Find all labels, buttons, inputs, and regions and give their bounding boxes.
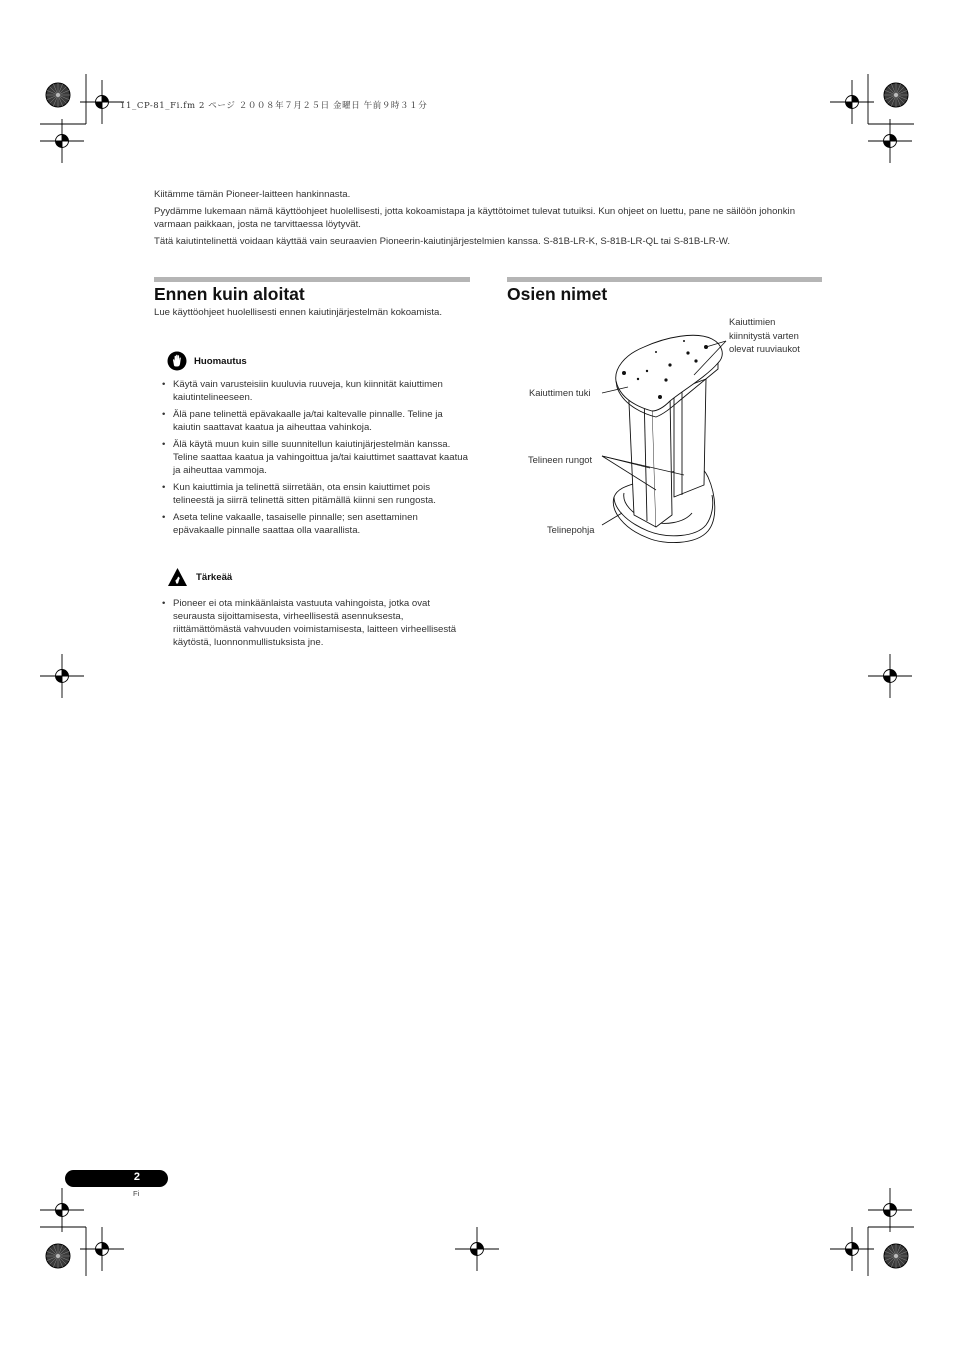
file-header: 11_CP-81_Fi.fm 2 ページ ２００８年７月２５日 金曜日 午前９時３１分 bbox=[120, 101, 428, 111]
important-heading-text: Tärkeää bbox=[196, 571, 233, 583]
label-mounting-holes-line-3: olevat ruuviaukot bbox=[729, 343, 800, 354]
section-rule-right bbox=[507, 277, 822, 282]
caution-item: • Älä käytä muun kuin sille suunnitellun kaiutinjärjestelmän kanssa. Teline saattaa kaatua ja vahingoittua ja/tai kaiuttimet saattavat kaatua ja aiheuttaa vammoja. bbox=[154, 438, 470, 477]
caution-list bbox=[154, 378, 470, 541]
intro-paragraph-2: Pyydämme lukemaan nämä käyttöohjeet huolellisesti, jotta kokoamistapa ja käyttötoimet tulevat tutuiksi. Kun ohjeet on luettu, pane ne säilöön johonkin varmaan paikkaan, josta ne tarvittaessa löytyvät. bbox=[154, 206, 796, 230]
callout-lines bbox=[600, 325, 730, 555]
page-number: 2 bbox=[133, 1171, 140, 1183]
intro-paragraph-3: Tätä kaiutintelinettä voidaan käyttää vain seuraavien Pioneerin-kaiutinjärjestelmien kanssa. S-81B-LR-K, S-81B-LR-QL tai S-81B-LR-W. bbox=[154, 236, 731, 247]
caution-heading bbox=[167, 351, 247, 371]
caution-item: • Aseta teline vakaalle, tasaiselle pinnalle; sen asettaminen epävakaalle pinnalle saattaa olla vaarallista. bbox=[154, 511, 470, 537]
section-lead-text: Lue käyttöohjeet huolellisesti ennen kaiutinjärjestelmän kokoamista. bbox=[154, 307, 442, 318]
label-speaker-support: Kaiuttimen tuki bbox=[529, 387, 591, 398]
label-stand-frames: Telineen rungot bbox=[528, 454, 593, 465]
warning-triangle-icon bbox=[167, 567, 188, 587]
label-stand-base: Telinepohja bbox=[547, 524, 595, 535]
intro-paragraph-1: Kiitämme tämän Pioneer-laitteen hankinnasta. bbox=[154, 189, 351, 200]
important-heading bbox=[167, 567, 232, 587]
label-mounting-holes-line-1: Kaiuttimien bbox=[729, 316, 776, 327]
section-rule-left bbox=[154, 277, 470, 282]
hand-stop-icon bbox=[167, 351, 187, 371]
caution-item: • Älä pane telinettä epävakaalle ja/tai kaltevalle pinnalle. Teline ja kaiutin saattavat kaatua ja aiheuttaa vahinkoja. bbox=[154, 408, 470, 434]
language-code: Fi bbox=[133, 1189, 140, 1198]
label-mounting-holes-line-2: kiinnitystä varten bbox=[729, 329, 799, 341]
important-list bbox=[154, 597, 470, 653]
section-title-before-start: Ennen kuin aloitat bbox=[154, 284, 305, 304]
important-item: • Pioneer ei ota minkäänlaista vastuuta vahingoista, jotka ovat seurausta sijoittamisesta, virheellisestä asennuksesta, riittämättömästä vahvuuden voimistamisesta, laitteen virheellisestä käytöstä, luonnonmullistuksista jne. bbox=[154, 597, 470, 649]
caution-item: • Kun kaiuttimia ja telinettä siirretään, ota ensin kaiuttimet pois telineestä ja siirrä telinettä sitten pitämällä kiinni sen rungosta. bbox=[154, 481, 470, 507]
intro-section bbox=[154, 188, 824, 252]
caution-item: • Käytä vain varusteisiin kuuluvia ruuveja, kun kiinnität kaiuttimen kaiutintelineeseen. bbox=[154, 378, 470, 404]
section-title-part-names: Osien nimet bbox=[507, 284, 608, 304]
caution-heading-text: Huomautus bbox=[194, 355, 247, 367]
label-mounting-holes bbox=[729, 315, 800, 356]
